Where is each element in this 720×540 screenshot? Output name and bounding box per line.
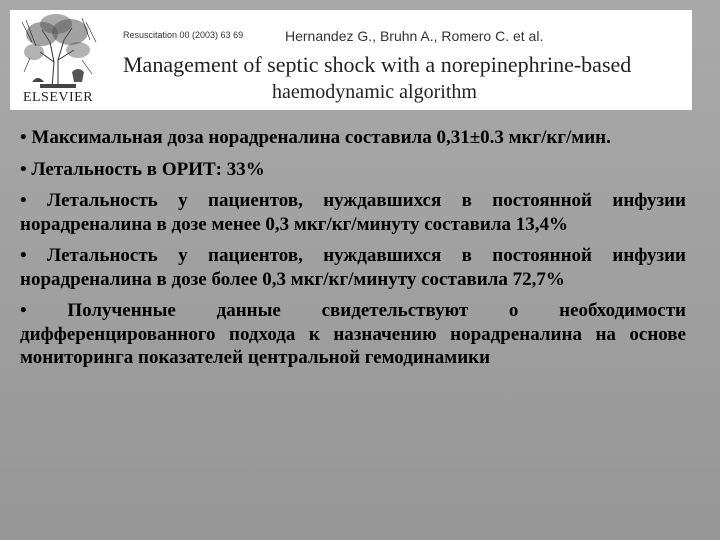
bullet-item: • Полученные данные свидетельствуют о необходимости дифференцированного подхода к назначению норадреналина на основе мониторинга показателей центральной гемодинамики [20,300,686,368]
elsevier-logo [12,12,104,108]
bullet-item: • Летальность в ОРИТ: 33% [20,158,265,180]
bullet-list [20,126,686,378]
article-title-line1: Management of septic shock with a norepinephrine-based [123,52,632,77]
bullet-item: • Летальность у пациентов, нуждавшихся в постоянной инфузии норадреналина в дозе более 0,3 мкг/кг/минуту составила 72,7% [20,245,686,290]
article-authors: Hernandez G., Bruhn A., Romero C. et al. [285,28,544,44]
bullet-item: • Максимальная доза норадреналина составила 0,31±0.3 мкг/кг/мин. [20,127,611,148]
bullet-item: • Летальность у пациентов, нуждавшихся в постоянной инфузии норадреналина в дозе менее 0,3 мкг/кг/минуту составила 13,4% [20,190,686,235]
journal-reference: Resuscitation 00 (2003) 63 69 [123,30,244,40]
logo-label: ELSEVIER [22,90,94,105]
tree-icon [12,12,104,90]
article-header [10,10,692,110]
article-title-line2: haemodynamic algorithm [272,81,477,103]
